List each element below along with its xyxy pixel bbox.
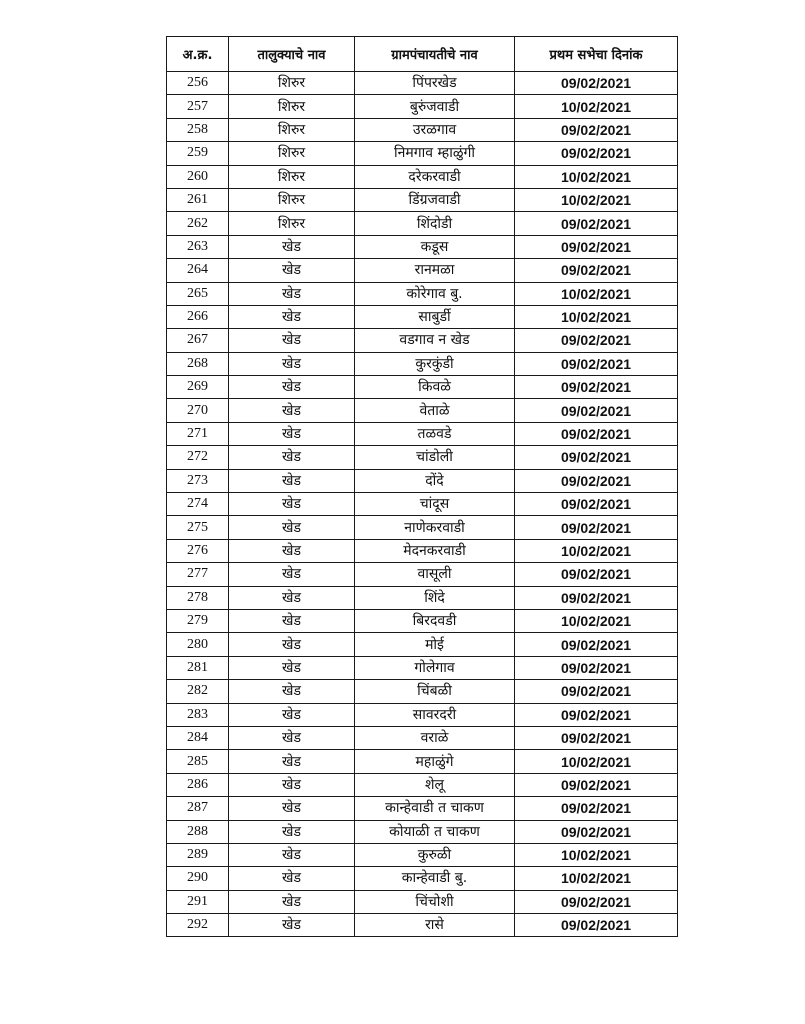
table-row xyxy=(167,726,678,749)
taluka-cell: खेड xyxy=(229,539,355,562)
header-grampanchayat-name: ग्रामपंचायतीचे नाव xyxy=(355,37,515,72)
table-row xyxy=(167,843,678,866)
taluka-cell: खेड xyxy=(229,750,355,773)
grampanchayat-cell: कान्हेवाडी बु. xyxy=(355,867,515,890)
table-row xyxy=(167,516,678,539)
serial-no-cell: 272 xyxy=(167,446,229,469)
grampanchayat-cell: वासूली xyxy=(355,563,515,586)
serial-no-cell: 262 xyxy=(167,212,229,235)
meeting-date-cell: 09/02/2021 xyxy=(515,142,678,165)
taluka-cell: खेड xyxy=(229,352,355,375)
meeting-date-cell: 09/02/2021 xyxy=(515,352,678,375)
taluka-cell: खेड xyxy=(229,446,355,469)
table-row xyxy=(167,282,678,305)
table-row xyxy=(167,820,678,843)
table-row xyxy=(167,305,678,328)
grampanchayat-cell: दरेकरवाडी xyxy=(355,165,515,188)
grampanchayat-cell: कान्हेवाडी त चाकण xyxy=(355,797,515,820)
serial-no-cell: 284 xyxy=(167,726,229,749)
grampanchayat-cell: रानमळा xyxy=(355,259,515,282)
grampanchayat-cell: मोई xyxy=(355,633,515,656)
grampanchayat-cell: कोरेगाव बु. xyxy=(355,282,515,305)
table-row xyxy=(167,165,678,188)
taluka-cell: खेड xyxy=(229,586,355,609)
serial-no-cell: 282 xyxy=(167,680,229,703)
taluka-cell: खेड xyxy=(229,235,355,258)
serial-no-cell: 264 xyxy=(167,259,229,282)
grampanchayat-cell: चांडोली xyxy=(355,446,515,469)
taluka-cell: खेड xyxy=(229,329,355,352)
serial-no-cell: 257 xyxy=(167,95,229,118)
grampanchayat-cell: वराळे xyxy=(355,726,515,749)
serial-no-cell: 286 xyxy=(167,773,229,796)
grampanchayat-cell: डिंग्रजवाडी xyxy=(355,188,515,211)
taluka-cell: खेड xyxy=(229,399,355,422)
meeting-date-cell: 09/02/2021 xyxy=(515,773,678,796)
header-row xyxy=(167,37,678,72)
serial-no-cell: 267 xyxy=(167,329,229,352)
table-row xyxy=(167,422,678,445)
grampanchayat-cell: रासे xyxy=(355,914,515,937)
grampanchayat-cell: उरळगाव xyxy=(355,118,515,141)
taluka-cell: खेड xyxy=(229,867,355,890)
grampanchayat-cell: नाणेकरवाडी xyxy=(355,516,515,539)
taluka-cell: खेड xyxy=(229,376,355,399)
taluka-cell: खेड xyxy=(229,563,355,586)
serial-no-cell: 261 xyxy=(167,188,229,211)
table-row xyxy=(167,142,678,165)
taluka-cell: खेड xyxy=(229,422,355,445)
meeting-date-cell: 10/02/2021 xyxy=(515,165,678,188)
taluka-cell: शिरुर xyxy=(229,165,355,188)
serial-no-cell: 268 xyxy=(167,352,229,375)
serial-no-cell: 274 xyxy=(167,493,229,516)
meeting-date-cell: 09/02/2021 xyxy=(515,212,678,235)
meeting-date-cell: 09/02/2021 xyxy=(515,890,678,913)
table-row xyxy=(167,633,678,656)
meeting-date-cell: 09/02/2021 xyxy=(515,680,678,703)
serial-no-cell: 266 xyxy=(167,305,229,328)
serial-no-cell: 291 xyxy=(167,890,229,913)
taluka-cell: खेड xyxy=(229,797,355,820)
meeting-date-cell: 09/02/2021 xyxy=(515,446,678,469)
meeting-date-cell: 10/02/2021 xyxy=(515,282,678,305)
grampanchayat-cell: चिंबळी xyxy=(355,680,515,703)
table-row xyxy=(167,656,678,679)
meeting-date-cell: 10/02/2021 xyxy=(515,95,678,118)
table-row xyxy=(167,797,678,820)
header-serial-no: अ.क्र. xyxy=(167,37,229,72)
table-row xyxy=(167,376,678,399)
grampanchayat-cell: सावरदरी xyxy=(355,703,515,726)
table-row xyxy=(167,72,678,95)
table-row xyxy=(167,539,678,562)
taluka-cell: खेड xyxy=(229,820,355,843)
meeting-date-cell: 10/02/2021 xyxy=(515,305,678,328)
taluka-cell: खेड xyxy=(229,633,355,656)
table-row xyxy=(167,586,678,609)
taluka-cell: खेड xyxy=(229,259,355,282)
table-row xyxy=(167,212,678,235)
grampanchayat-cell: वडगाव न खेड xyxy=(355,329,515,352)
taluka-cell: शिरुर xyxy=(229,212,355,235)
grampanchayat-cell: शिंदोडी xyxy=(355,212,515,235)
meeting-date-cell: 09/02/2021 xyxy=(515,563,678,586)
meeting-date-cell: 09/02/2021 xyxy=(515,820,678,843)
serial-no-cell: 263 xyxy=(167,235,229,258)
serial-no-cell: 275 xyxy=(167,516,229,539)
taluka-cell: खेड xyxy=(229,843,355,866)
grampanchayat-cell: बिरदवडी xyxy=(355,609,515,632)
meeting-date-cell: 09/02/2021 xyxy=(515,914,678,937)
meeting-date-cell: 09/02/2021 xyxy=(515,259,678,282)
serial-no-cell: 270 xyxy=(167,399,229,422)
grampanchayat-cell: वेताळे xyxy=(355,399,515,422)
grampanchayat-cell: कुरुळी xyxy=(355,843,515,866)
table-row xyxy=(167,352,678,375)
taluka-cell: खेड xyxy=(229,609,355,632)
taluka-cell: खेड xyxy=(229,305,355,328)
serial-no-cell: 259 xyxy=(167,142,229,165)
taluka-cell: खेड xyxy=(229,282,355,305)
grampanchayat-cell: दोंदे xyxy=(355,469,515,492)
meeting-date-cell: 09/02/2021 xyxy=(515,329,678,352)
table-row xyxy=(167,329,678,352)
meeting-date-cell: 10/02/2021 xyxy=(515,539,678,562)
taluka-cell: शिरुर xyxy=(229,188,355,211)
meeting-date-cell: 09/02/2021 xyxy=(515,703,678,726)
taluka-cell: शिरुर xyxy=(229,118,355,141)
table-row xyxy=(167,703,678,726)
taluka-cell: खेड xyxy=(229,680,355,703)
meeting-date-cell: 09/02/2021 xyxy=(515,516,678,539)
meeting-date-cell: 09/02/2021 xyxy=(515,118,678,141)
table-row xyxy=(167,493,678,516)
serial-no-cell: 288 xyxy=(167,820,229,843)
grampanchayat-cell: साबुर्डी xyxy=(355,305,515,328)
header-first-meeting-date: प्रथम सभेचा दिनांक xyxy=(515,37,678,72)
table-row xyxy=(167,914,678,937)
taluka-cell: खेड xyxy=(229,469,355,492)
grampanchayat-cell: तळवडे xyxy=(355,422,515,445)
meeting-date-cell: 10/02/2021 xyxy=(515,867,678,890)
taluka-cell: खेड xyxy=(229,493,355,516)
table-row xyxy=(167,399,678,422)
meeting-date-cell: 09/02/2021 xyxy=(515,235,678,258)
grampanchayat-cell: पिंपरखेड xyxy=(355,72,515,95)
taluka-cell: शिरुर xyxy=(229,95,355,118)
grampanchayat-cell: शिंदे xyxy=(355,586,515,609)
serial-no-cell: 256 xyxy=(167,72,229,95)
taluka-cell: शिरुर xyxy=(229,142,355,165)
taluka-cell: खेड xyxy=(229,726,355,749)
table-header xyxy=(167,37,678,72)
grampanchayat-cell: बुरुंजवाडी xyxy=(355,95,515,118)
serial-no-cell: 279 xyxy=(167,609,229,632)
table-row xyxy=(167,890,678,913)
table-row xyxy=(167,95,678,118)
meeting-date-cell: 09/02/2021 xyxy=(515,422,678,445)
table-row xyxy=(167,235,678,258)
table-row xyxy=(167,188,678,211)
grampanchayat-cell: चांदूस xyxy=(355,493,515,516)
grampanchayat-cell: कोयाळी त चाकण xyxy=(355,820,515,843)
taluka-cell: खेड xyxy=(229,516,355,539)
meeting-date-cell: 10/02/2021 xyxy=(515,750,678,773)
table-body xyxy=(167,72,678,937)
serial-no-cell: 271 xyxy=(167,422,229,445)
meeting-date-cell: 10/02/2021 xyxy=(515,609,678,632)
serial-no-cell: 292 xyxy=(167,914,229,937)
meeting-date-cell: 09/02/2021 xyxy=(515,726,678,749)
serial-no-cell: 278 xyxy=(167,586,229,609)
meeting-date-cell: 09/02/2021 xyxy=(515,586,678,609)
serial-no-cell: 289 xyxy=(167,843,229,866)
taluka-cell: शिरुर xyxy=(229,72,355,95)
table-row xyxy=(167,446,678,469)
grampanchayat-cell: किवळे xyxy=(355,376,515,399)
meeting-date-cell: 09/02/2021 xyxy=(515,656,678,679)
taluka-cell: खेड xyxy=(229,656,355,679)
table-row xyxy=(167,259,678,282)
serial-no-cell: 260 xyxy=(167,165,229,188)
gram-panchayat-meeting-table xyxy=(166,36,678,937)
serial-no-cell: 277 xyxy=(167,563,229,586)
taluka-cell: खेड xyxy=(229,703,355,726)
meeting-date-cell: 09/02/2021 xyxy=(515,72,678,95)
grampanchayat-cell: महाळुंगे xyxy=(355,750,515,773)
serial-no-cell: 280 xyxy=(167,633,229,656)
grampanchayat-cell: कुरकुंडी xyxy=(355,352,515,375)
table-row xyxy=(167,680,678,703)
serial-no-cell: 285 xyxy=(167,750,229,773)
grampanchayat-cell: मेदनकरवाडी xyxy=(355,539,515,562)
serial-no-cell: 265 xyxy=(167,282,229,305)
meeting-date-cell: 09/02/2021 xyxy=(515,633,678,656)
serial-no-cell: 273 xyxy=(167,469,229,492)
meeting-date-cell: 09/02/2021 xyxy=(515,493,678,516)
meeting-date-cell: 09/02/2021 xyxy=(515,376,678,399)
header-taluka-name: तालुक्याचे नाव xyxy=(229,37,355,72)
table-row xyxy=(167,750,678,773)
table-row xyxy=(167,118,678,141)
serial-no-cell: 269 xyxy=(167,376,229,399)
grampanchayat-cell: निमगाव म्हाळुंगी xyxy=(355,142,515,165)
meeting-date-cell: 10/02/2021 xyxy=(515,188,678,211)
serial-no-cell: 281 xyxy=(167,656,229,679)
meeting-date-cell: 09/02/2021 xyxy=(515,469,678,492)
serial-no-cell: 283 xyxy=(167,703,229,726)
grampanchayat-cell: शेलू xyxy=(355,773,515,796)
taluka-cell: खेड xyxy=(229,773,355,796)
serial-no-cell: 290 xyxy=(167,867,229,890)
taluka-cell: खेड xyxy=(229,890,355,913)
meeting-date-cell: 09/02/2021 xyxy=(515,399,678,422)
serial-no-cell: 276 xyxy=(167,539,229,562)
taluka-cell: खेड xyxy=(229,914,355,937)
meeting-date-cell: 09/02/2021 xyxy=(515,797,678,820)
table-row xyxy=(167,609,678,632)
serial-no-cell: 287 xyxy=(167,797,229,820)
table-row xyxy=(167,469,678,492)
table-row xyxy=(167,867,678,890)
grampanchayat-cell: गोलेगाव xyxy=(355,656,515,679)
grampanchayat-cell: कडूस xyxy=(355,235,515,258)
meeting-date-cell: 10/02/2021 xyxy=(515,843,678,866)
table-row xyxy=(167,773,678,796)
grampanchayat-cell: चिंचोशी xyxy=(355,890,515,913)
table-row xyxy=(167,563,678,586)
serial-no-cell: 258 xyxy=(167,118,229,141)
